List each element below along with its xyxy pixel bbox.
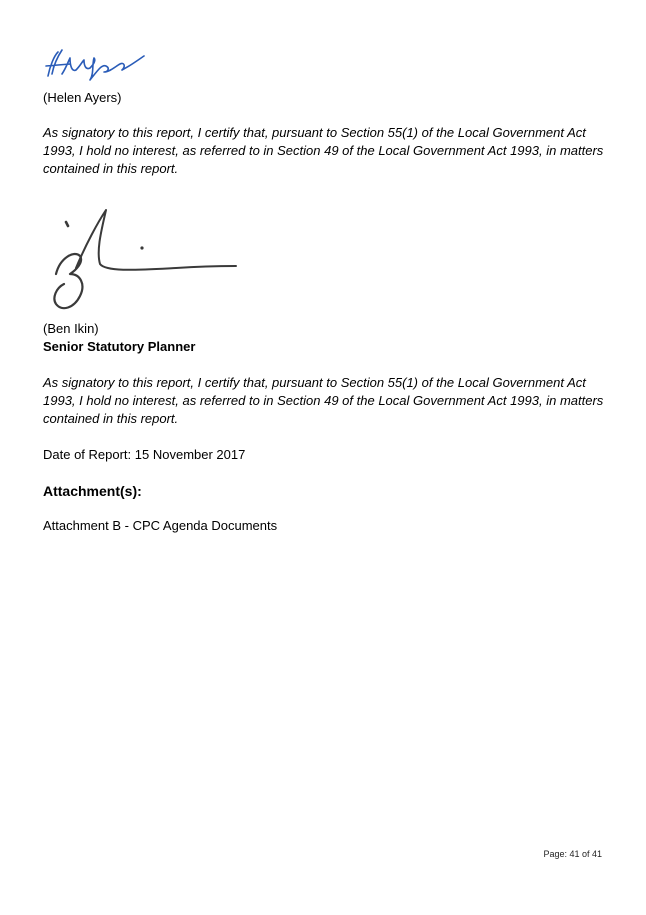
signatory-1-name: (Helen Ayers) — [43, 90, 122, 105]
signatory-2-title: Senior Statutory Planner — [43, 339, 196, 354]
signatory-2-certification: As signatory to this report, I certify that, pursuant to Section 55(1) of the Local Government Act 1993, I hold no interest, as referred to in Section 49 of the Local Government Act 1993, in matters contained in this report. — [43, 375, 604, 426]
attachments-heading: Attachment(s): — [43, 483, 142, 499]
attachment-item: Attachment B - CPC Agenda Documents — [43, 518, 278, 533]
page-number: Page: 41 of 41 — [543, 849, 602, 859]
report-date: Date of Report: 15 November 2017 — [43, 447, 246, 462]
signatory-1-certification: As signatory to this report, I certify that, pursuant to Section 55(1) of the Local Government Act 1993, I hold no interest, as referred to in Section 49 of the Local Government Act 1993, in matters contained in this report. — [43, 125, 604, 176]
ben-ikin-signature — [46, 204, 242, 316]
signatory-2-name: (Ben Ikin) — [43, 321, 99, 336]
helen-ayers-signature — [40, 44, 150, 84]
